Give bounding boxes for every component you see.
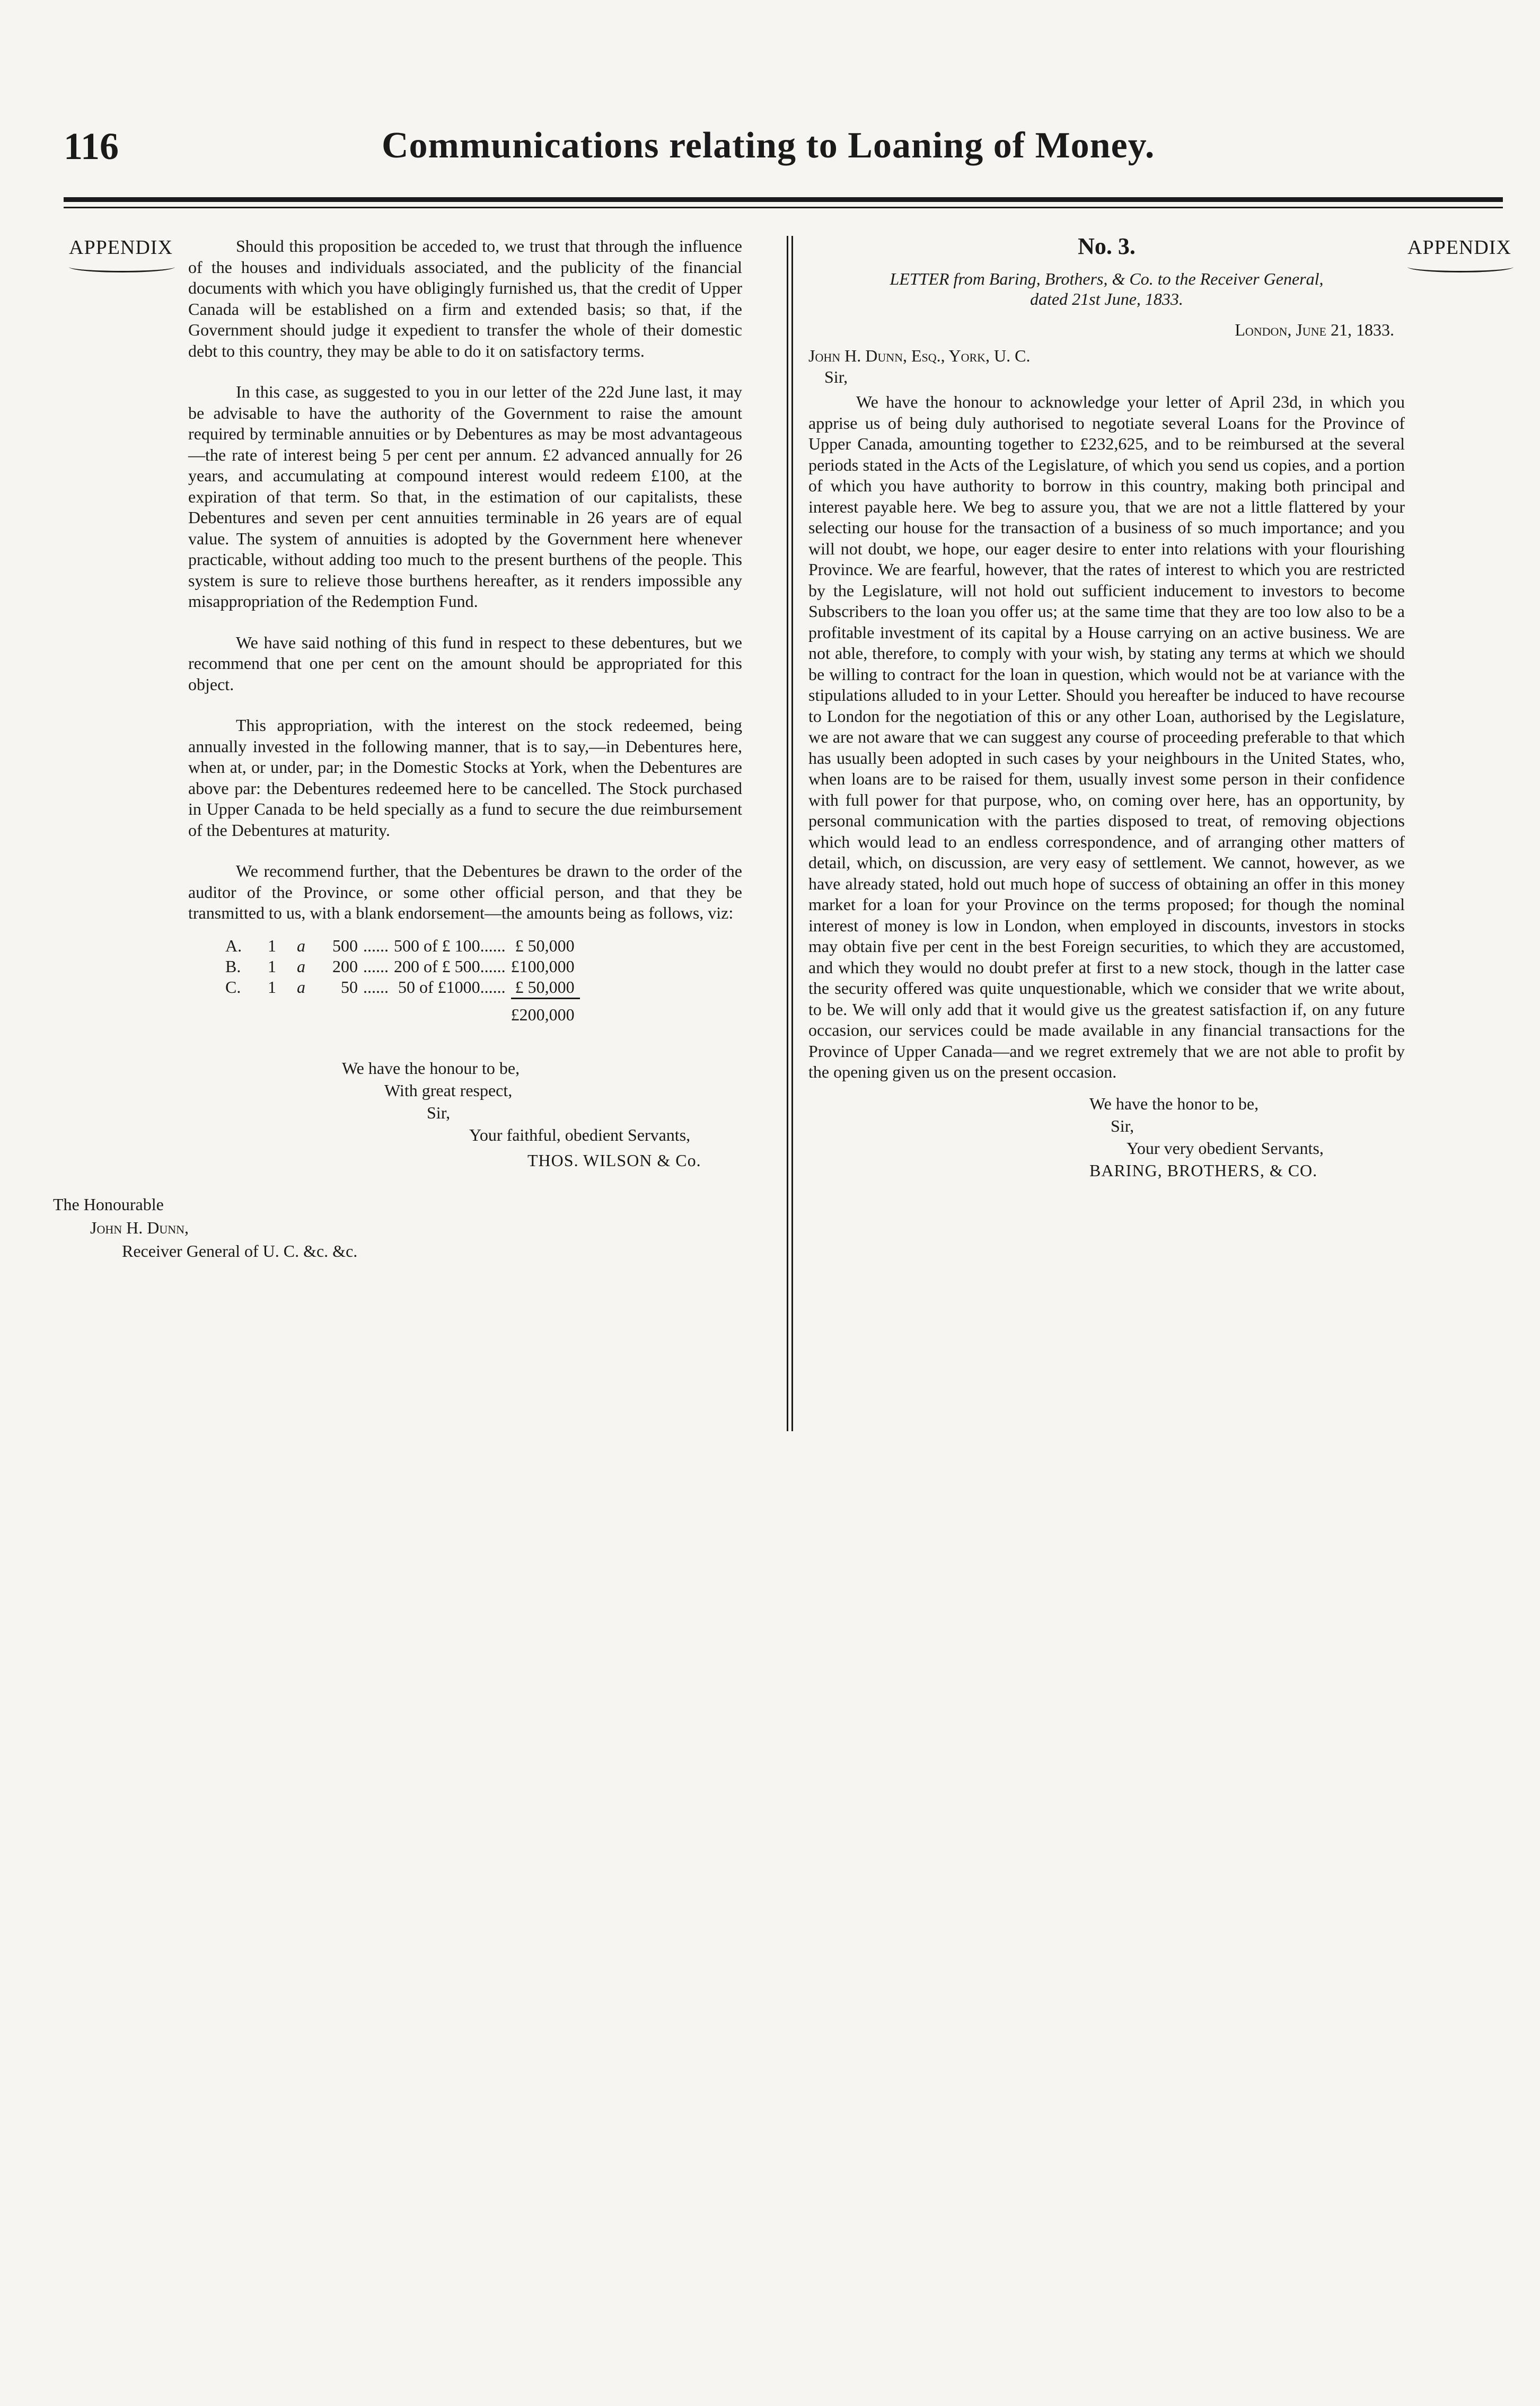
closing-line: Your very obedient Servants,: [1127, 1138, 1324, 1158]
signature: THOS. WILSON & Co.: [527, 1150, 701, 1170]
paragraph: This appropriation, with the interest on the stock redeemed, being annually invested in the following manner, that is to say,—in Debentures here, when at, or under, par; in the Domestic Stocks at York, when the Debentures are above par: the Debentures redeemed here to be cancelled. The Stock purchased in Upper Canada to be held specially as a fund to secure the due reimbursement of the Debentures at maturity.: [188, 716, 742, 840]
row-a: a: [297, 956, 305, 976]
row-a: a: [297, 977, 305, 997]
table-row: [225, 956, 580, 977]
table-row: [225, 936, 580, 956]
addressee-line: The Honourable: [53, 1194, 164, 1214]
closing-line: We have the honor to be,: [1089, 1094, 1259, 1113]
margin-note-right: [1407, 236, 1513, 272]
row-label: C.: [225, 977, 241, 997]
header-rule-thin: [64, 207, 1503, 208]
row-qty: 1: [268, 936, 276, 955]
closing-line: Your faithful, obedient Servants,: [469, 1125, 691, 1144]
left-closing: [188, 1057, 742, 1171]
left-addressee: [53, 1193, 742, 1263]
header-rule-thick: [64, 197, 1503, 202]
row-total: £ 50,000: [515, 936, 575, 955]
letter-heading: [808, 269, 1405, 309]
closing-line: Sir,: [1111, 1116, 1134, 1135]
page-number: 116: [64, 125, 119, 168]
page-header: [64, 125, 1492, 183]
signature: BARING, BROTHERS, & CO.: [1089, 1160, 1318, 1180]
closing-line: With great respect,: [384, 1080, 513, 1100]
brace-icon: [1407, 261, 1513, 272]
row-qty: 1: [268, 956, 276, 976]
row-a: a: [297, 936, 305, 955]
amounts-total: £200,000: [511, 998, 580, 1025]
salutation: Sir,: [824, 367, 848, 386]
brace-icon: [69, 261, 175, 272]
column-divider: [787, 236, 793, 1431]
row-label: B.: [225, 956, 241, 976]
letter-heading-line: LETTER from Baring, Brothers, & Co. to the Receiver General,: [890, 269, 1324, 288]
addressee-line: Receiver General of U. C. &c. &c.: [122, 1241, 358, 1261]
dateline: London, June 21, 1833.: [1235, 320, 1394, 339]
paragraph: Should this proposition be acceded to, we trust that through the influence of the houses and individuals associated, and the publicity of the financial documents with which you have obligingly furnished us, that the credit of Upper Canada will be established on a firm and extended basis; so that, if the Government should judge it expedient to transfer the whole of their domestic debt to this country, they may be able to do it on satisfactory terms.: [188, 236, 742, 360]
right-column: [808, 233, 1405, 1182]
row-desc: 500 of £ 100......: [394, 936, 506, 955]
right-closing: [808, 1092, 1405, 1182]
paragraph: We have said nothing of this fund in respect to these debentures, but we recommend that one per cent on the amount should be appropriated for this object.: [188, 632, 742, 694]
paragraph: In this case, as suggested to you in our letter of the 22d June last, it may be advisable to have the authority of the Government to raise the amount required by terminable annuities or by Debentures as may be most advantageous—the rate of interest being 5 per cent per annum. £2 advanced annually for 26 years, and accumulating at compound interest would redeem £100, at the expiration of that term. So that, in the estimation of our capitalists, these Debentures and seven per cent annuities terminable in 26 years are of equal value. The system of annuities is adopted by the Government here whenever practicable, without adding too much to the present burthens of the people. This system is sure to relieve those burthens hereafter, as it renders impossible any misappropriation of the Redemption Fund.: [188, 382, 742, 611]
row-qty: 1: [268, 977, 276, 997]
letter-body: We have the honour to acknowledge your letter of April 23d, in which you apprise us of being duly authorised to negotiate several Loans for the Province of Upper Canada, amounting together to £232,625, and to be reimbursed at the several periods stated in the Acts of the Legislature, of which you send us copies, and a portion of which you have authority to borrow in this country, making both principal and interest payable here. We beg to assure you, that we are not a little flattered by your selecting our house for the transaction of a business of so much importance; and you will not doubt, we hope, our eager desire to enter into relations with your flourishing Province. We are fearful, however, that the rates of interest to which you are restricted by the Legislature, will not hold out sufficient inducement to investors to become Subscribers to the loan you offer us; at the same time that they are too low also to be a profitable investment of its capital by a House carrying on an active business. We are not able, therefore, to comply with your wish, by stating any terms at which we should be willing to contract for the loan in question, which would not be at variance with the stipulations alluded to in your Letter. Should you hereafter be induced to have recourse to London for the negotiation of this or any other Loan, authorised by the Legislature, we are not aware that we can suggest any course of proceeding preferable to that which has usually been adopted in such cases by your neighbours in the United States, who, when loans are to be raised for them, usually invest some person in their confidence with full power for that purpose, who, on coming over here, has an opportunity, by personal communication with the parties disposed to treat, of removing objections which would lead to an endless correspondence, and of arranging other matters of detail, which, on discussion, are very easy of settlement. We cannot, however, as we have already stated, hold out much hope of success of obtaining an offer in this money market for a loan for your Province on the terms proposed; for though the nominal interest of money is low in London, when employed in discounts, investors in stocks may obtain five per cent in the best Foreign securities, to which they are accustomed, and which they would no doubt prefer at first to a new stock, though in the latter case the security offered was quite unquestionable, which we consider that we write about, to be. We will only add that it would give us the greatest satisfaction if, on any future occasion, our services could be made available in any financial transactions for the Province of Upper Canada—and we regret extremely that we are not able to profit by the opening given us on the present occasion.: [808, 392, 1405, 1081]
margin-label-left: APPENDIX: [69, 236, 173, 259]
table-row: [225, 977, 580, 999]
row-dots: ......: [363, 936, 389, 955]
margin-note-left: [69, 236, 175, 272]
row-desc: 50 of £1000......: [398, 977, 506, 997]
row-n: 200: [332, 956, 358, 976]
row-total: £100,000: [511, 956, 575, 976]
row-desc: 200 of £ 500......: [394, 956, 506, 976]
total-row: [225, 998, 580, 1025]
row-n: 50: [341, 977, 358, 997]
paragraph: We recommend further, that the Debentures be drawn to the order of the auditor of the Province, or some other official person, and that they be transmitted to us, with a blank endorsement—the amounts being as follows, viz:: [188, 861, 742, 922]
row-n: 500: [332, 936, 358, 955]
addressee: John H. Dunn, Esq., York, U. C.: [808, 346, 1031, 365]
margin-label-right: APPENDIX: [1407, 236, 1511, 259]
running-title: Communications relating to Loaning of Money.: [382, 125, 1155, 166]
amounts-table: [225, 936, 580, 1025]
row-dots: ......: [363, 956, 389, 976]
row-label: A.: [225, 936, 242, 955]
row-dots: ......: [363, 977, 389, 997]
closing-line: We have the honour to be,: [342, 1058, 520, 1078]
letter-number: No. 3.: [1078, 233, 1136, 259]
closing-line: Sir,: [427, 1103, 451, 1122]
addressee-line: John H. Dunn,: [90, 1218, 189, 1237]
letter-heading-line: dated 21st June, 1833.: [1030, 289, 1183, 309]
row-total: £ 50,000: [515, 977, 575, 997]
